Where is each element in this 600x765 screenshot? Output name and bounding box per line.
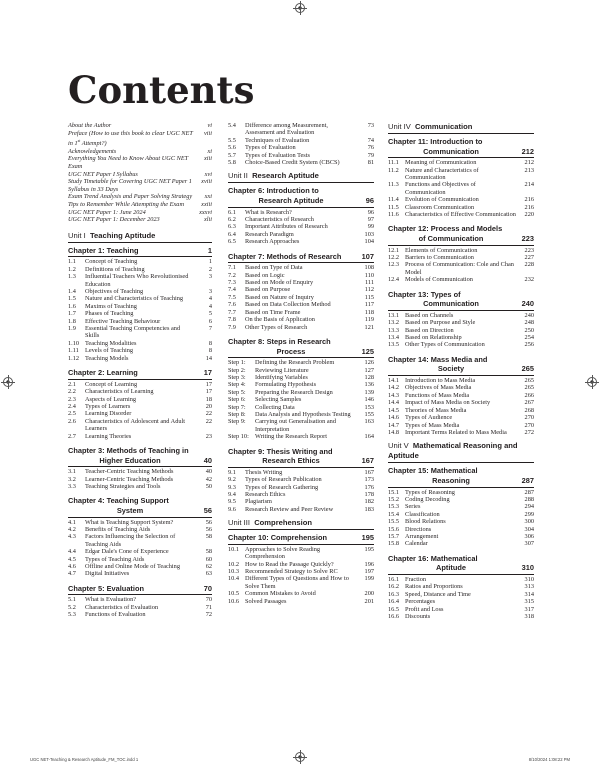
section-entry[interactable]: 1.12 Teaching Models 14 — [68, 354, 212, 362]
registration-mark-bottom — [295, 752, 305, 762]
unit-heading: Unit II Research Aptitude — [228, 171, 374, 183]
front-matter-list — [68, 122, 212, 224]
section-entry[interactable]: 15.7 Arrangement 306 — [388, 532, 534, 540]
front-matter-item[interactable]: Study Timetable for Covering UGC NET Paper 1 Syllabus in 33 Days xviii — [68, 178, 212, 193]
front-matter-item[interactable]: UGC NET Paper 1: June 2024 xxxvi — [68, 208, 212, 216]
section-entry[interactable]: 9.3 Types of Research Gathering 176 — [228, 483, 374, 491]
chapter-heading[interactable]: Chapter 8: Steps in Research Process 125 — [228, 337, 374, 358]
section-entry[interactable]: Step 5: Preparing the Research Design 139 — [228, 388, 374, 396]
section-entry[interactable]: 11.1 Meaning of Communication 212 — [388, 159, 534, 167]
section-entry[interactable]: 1.11 Levels of Teaching 8 — [68, 347, 212, 355]
section-entry[interactable]: 5.1 What is Evaluation? 70 — [68, 596, 212, 604]
section-entry[interactable]: Step 2: Reviewing Literature 127 — [228, 366, 374, 374]
section-entry[interactable]: 4.2 Benefits of Teaching Aids 56 — [68, 525, 212, 533]
registration-mark-right — [587, 377, 597, 387]
section-entry[interactable]: 16.2 Ratios and Proportions 313 — [388, 583, 534, 591]
section-entry[interactable]: 9.2 Types of Research Publication 173 — [228, 476, 374, 484]
section-entry[interactable]: 16.4 Percentages 315 — [388, 598, 534, 606]
chapter-heading[interactable]: Chapter 2: Learning 17 — [68, 368, 212, 380]
chapter-heading[interactable]: Chapter 12: Process and Models of Communication 223 — [388, 224, 534, 245]
registration-mark-left — [3, 377, 13, 387]
chapter-heading[interactable]: Chapter 16: Mathematical Aptitude 310 — [388, 554, 534, 575]
section-entry[interactable]: 4.5 Types of Teaching Aids 60 — [68, 555, 212, 563]
section-entry[interactable]: 4.1 What is Teaching Support System? 56 — [68, 518, 212, 526]
section-entry[interactable]: 5.8 Choice-Based Credit System (CBCS) 81 — [228, 159, 374, 167]
section-entry[interactable]: 6.3 Important Attributes of Research 99 — [228, 223, 374, 231]
section-entry[interactable]: 15.3 Series 294 — [388, 503, 534, 511]
section-entry[interactable]: 4.7 Digital Initiatives 63 — [68, 570, 212, 578]
section-entry[interactable]: 15.8 Calendar 307 — [388, 540, 534, 548]
section-entry[interactable]: 10.4 Different Types of Questions and How to Solve Them 199 — [228, 575, 374, 590]
section-entry[interactable]: 2.7 Learning Theories 23 — [68, 432, 212, 440]
section-entry[interactable]: 13.1 Based on Channels 240 — [388, 311, 534, 319]
section-entry[interactable]: 14.5 Theories of Mass Media 268 — [388, 406, 534, 414]
section-entry[interactable]: Step 6: Selecting Samples 146 — [228, 396, 374, 404]
section-entry[interactable]: 9.5 Plagiarism 182 — [228, 498, 374, 506]
section-entry[interactable]: 15.6 Directions 304 — [388, 525, 534, 533]
section-entry[interactable]: 15.2 Coding Decoding 288 — [388, 495, 534, 503]
chapter-heading[interactable]: Chapter 10: Comprehension 195 — [228, 533, 374, 545]
unit-heading: Unit I Teaching Aptitude — [68, 231, 212, 243]
section-entry[interactable]: 2.6 Characteristics of Adolescent and Adult Learners 22 — [68, 417, 212, 433]
footer-timestamp: 8/10/2024 1:08:22 PM — [528, 757, 570, 762]
toc-column-2 — [228, 122, 374, 605]
front-matter-item[interactable]: Preface (How to use this book to clear UGC NET in 1st Attempt?) viii — [68, 129, 212, 148]
section-entry[interactable]: 10.2 How to Read the Passage Quickly? 196 — [228, 560, 374, 568]
front-matter-item[interactable]: Acknowledgements xi — [68, 147, 212, 155]
toc-column-3 — [388, 122, 534, 620]
section-entry[interactable]: 10.1 Approaches to Solve Reading Comprehension 195 — [228, 545, 374, 561]
section-entry[interactable]: 7.3 Based on Mode of Enquiry 111 — [228, 279, 374, 287]
section-entry[interactable]: 6.2 Characteristics of Research 97 — [228, 216, 374, 224]
section-entry[interactable]: 1.6 Maxims of Teaching 4 — [68, 302, 212, 310]
chapter-heading[interactable]: Chapter 9: Thesis Writing and Research Ethics 167 — [228, 447, 374, 468]
section-entry[interactable]: 2.3 Aspects of Learning 18 — [68, 395, 212, 403]
section-entry[interactable]: 5.6 Types of Evaluation 76 — [228, 144, 374, 152]
section-entry[interactable]: 6.1 What is Research? 96 — [228, 208, 374, 216]
toc-column-1 — [68, 122, 212, 619]
chapter-heading[interactable]: Chapter 14: Mass Media and Society 265 — [388, 355, 534, 376]
chapter-heading[interactable]: Chapter 11: Introduction to Communication 212 — [388, 137, 534, 158]
section-entry[interactable]: 7.2 Based on Logic 110 — [228, 271, 374, 279]
section-entry[interactable]: 14.8 Important Terms Related to Mass Media 272 — [388, 428, 534, 436]
section-entry[interactable]: 5.2 Characteristics of Evaluation 71 — [68, 603, 212, 611]
section-entry[interactable]: 7.8 On the Basis of Application 119 — [228, 316, 374, 324]
section-entry[interactable]: Step 10: Writing the Research Report 164 — [228, 433, 374, 441]
section-entry[interactable]: 13.4 Based on Relationship 254 — [388, 334, 534, 342]
section-entry[interactable]: 16.1 Fraction 310 — [388, 575, 534, 583]
section-entry[interactable]: 7.4 Based on Purpose 112 — [228, 286, 374, 294]
section-entry[interactable]: 10.5 Common Mistakes to Avoid 200 — [228, 590, 374, 598]
section-entry[interactable]: 12.1 Elements of Communication 223 — [388, 246, 534, 254]
section-entry[interactable]: 2.2 Characteristics of Learning 17 — [68, 388, 212, 396]
section-entry[interactable]: 16.6 Discounts 318 — [388, 612, 534, 620]
section-entry[interactable]: 1.9 Essential Teaching Competencies and Skills 7 — [68, 325, 212, 340]
section-entry[interactable]: 14.2 Objectives of Mass Media 265 — [388, 384, 534, 392]
front-matter-item[interactable]: Tips to Remember While Attempting the Exam xxiii — [68, 201, 212, 209]
section-entry[interactable]: 3.3 Teaching Strategies and Tools 50 — [68, 482, 212, 490]
section-entry[interactable]: 7.5 Based on Nature of Inquiry 115 — [228, 293, 374, 301]
section-entry[interactable]: Step 3: Identifying Variables 128 — [228, 373, 374, 381]
section-entry[interactable]: 12.2 Barriers to Communication 227 — [388, 254, 534, 262]
section-entry[interactable]: 11.2 Nature and Characteristics of Communication 213 — [388, 166, 534, 181]
unit-heading: Unit V Mathematical Reasoning and Aptitude — [388, 441, 534, 463]
section-entry[interactable]: 1.4 Objectives of Teaching 3 — [68, 288, 212, 296]
section-entry[interactable]: 1.10 Teaching Modalities 8 — [68, 339, 212, 347]
section-entry[interactable]: Step 4: Formulating Hypothesis 136 — [228, 381, 374, 389]
section-entry[interactable]: 6.5 Research Approaches 104 — [228, 238, 374, 246]
front-matter-item[interactable]: About the Author vi — [68, 122, 212, 129]
section-entry[interactable]: Step 7: Collecting Data 153 — [228, 403, 374, 411]
section-entry[interactable]: 2.4 Types of Learners 20 — [68, 402, 212, 410]
section-entry[interactable]: 11.3 Functions and Objectives of Communication 214 — [388, 181, 534, 196]
section-entry[interactable]: 12.4 Models of Communication 232 — [388, 276, 534, 284]
section-entry[interactable]: Step 1: Defining the Research Problem 126 — [228, 359, 374, 367]
chapter-heading[interactable]: Chapter 7: Methods of Research 107 — [228, 252, 374, 264]
section-entry[interactable]: 16.5 Profit and Loss 317 — [388, 605, 534, 613]
front-matter-item[interactable]: UGC NET Paper 1: December 2023 xlii — [68, 216, 212, 224]
registration-mark-top — [295, 3, 305, 13]
front-matter-item[interactable]: Exam Trend Analysis and Paper Solving Strategy xxi — [68, 193, 212, 201]
footer-file-name: UGC NET-Teaching & Research Aptitude_FM_TOC.indd 1 — [30, 757, 139, 762]
section-entry[interactable]: 15.1 Types of Reasoning 287 — [388, 488, 534, 496]
section-entry[interactable]: 13.2 Based on Purpose and Style 248 — [388, 319, 534, 327]
chapter-heading[interactable]: Chapter 6: Introduction to Research Aptitude 96 — [228, 186, 374, 207]
section-entry[interactable]: 9.6 Research Review and Peer Review 183 — [228, 505, 374, 513]
section-entry[interactable]: 5.7 Types of Evaluation Tests 79 — [228, 151, 374, 159]
section-entry[interactable]: 10.3 Recommended Strategy to Solve RC 197 — [228, 568, 374, 575]
section-entry[interactable]: 1.1 Concept of Teaching 1 — [68, 258, 212, 266]
chapter-heading[interactable]: Chapter 15: Mathematical Reasoning 287 — [388, 466, 534, 487]
section-entry[interactable]: 12.3 Process of Communication: Cole and Chan Model 228 — [388, 261, 534, 276]
page-title: Contents — [68, 68, 255, 112]
section-entry[interactable]: 3.1 Teacher-Centric Teaching Methods 40 — [68, 468, 212, 476]
section-entry[interactable]: 2.5 Learning Disorder 22 — [68, 410, 212, 418]
section-entry[interactable]: 10.6 Solved Passages 201 — [228, 597, 374, 605]
unit-heading: Unit IV Communication — [388, 122, 534, 134]
unit-heading: Unit III Comprehension — [228, 518, 374, 530]
section-entry[interactable]: 1.2 Definitions of Teaching 2 — [68, 265, 212, 273]
section-entry[interactable]: 14.6 Types of Audience 270 — [388, 414, 534, 422]
section-entry[interactable]: 7.6 Based on Data Collection Method 117 — [228, 301, 374, 309]
section-entry[interactable]: 14.4 Impact of Mass Media on Society 267 — [388, 399, 534, 407]
section-entry[interactable]: 14.3 Functions of Mass Media 266 — [388, 391, 534, 399]
section-entry[interactable]: 1.3 Influential Teachers Who Revolutionised Education 3 — [68, 273, 212, 288]
section-entry[interactable]: 7.9 Other Types of Research 121 — [228, 323, 374, 331]
section-entry[interactable]: 5.4 Difference among Measurement, Assessment and Evaluation 73 — [228, 122, 374, 137]
section-entry[interactable]: 4.3 Factors Influencing the Selection of Teaching Aids 58 — [68, 533, 212, 548]
preface-title: Preface (How to use this book to clear UGC NET in 1st Attempt?) — [68, 129, 193, 148]
section-entry[interactable]: 7.7 Based on Time Frame 118 — [228, 308, 374, 316]
section-entry[interactable]: 14.7 Types of Mass Media 270 — [388, 421, 534, 429]
section-entry[interactable]: Step 8: Data Analysis and Hypothesis Testing 155 — [228, 410, 374, 418]
section-entry[interactable]: 6.4 Research Paradigm 103 — [228, 230, 374, 238]
front-matter-item[interactable]: UGC NET Paper I Syllabus xvi — [68, 170, 212, 178]
chapter-heading[interactable]: Chapter 13: Types of Communication 240 — [388, 290, 534, 311]
section-entry[interactable]: 1.8 Effective Teaching Behaviour 6 — [68, 317, 212, 325]
section-entry[interactable]: 5.5 Techniques of Evaluation 74 — [228, 136, 374, 144]
section-entry[interactable]: 16.3 Speed, Distance and Time 314 — [388, 590, 534, 598]
section-entry[interactable]: 11.5 Classroom Communication 216 — [388, 203, 534, 211]
section-entry[interactable]: 13.3 Based on Direction 250 — [388, 326, 534, 334]
section-entry[interactable]: 15.4 Classification 299 — [388, 510, 534, 518]
section-entry[interactable]: 9.1 Thesis Writing 167 — [228, 468, 374, 476]
chapter-heading[interactable]: Chapter 3: Methods of Teaching in Higher Education 40 — [68, 446, 212, 467]
front-matter-item[interactable]: Everything You Need to Know About UGC NET Exam xiii — [68, 155, 212, 171]
section-entry[interactable]: 1.7 Phases of Teaching 5 — [68, 310, 212, 318]
section-entry[interactable]: 14.1 Introduction to Mass Media 265 — [388, 377, 534, 385]
section-entry[interactable]: 4.4 Edgar Dale's Cone of Experience 58 — [68, 548, 212, 556]
chapter-heading[interactable]: Chapter 4: Teaching Support System 56 — [68, 496, 212, 517]
section-entry[interactable]: 4.6 Offline and Online Mode of Teaching 62 — [68, 562, 212, 570]
section-entry[interactable]: 13.5 Other Types of Communication 256 — [388, 341, 534, 349]
section-entry[interactable]: 11.6 Characteristics of Effective Communication 220 — [388, 211, 534, 219]
chapter-heading[interactable]: Chapter 5: Evaluation 70 — [68, 584, 212, 596]
section-entry[interactable]: 15.5 Blood Relations 300 — [388, 518, 534, 526]
section-entry[interactable]: 3.2 Learner-Centric Teaching Methods 42 — [68, 475, 212, 483]
section-entry[interactable]: 7.1 Based on Type of Data 108 — [228, 264, 374, 272]
section-entry[interactable]: 9.4 Research Ethics 178 — [228, 490, 374, 498]
section-entry[interactable]: 1.5 Nature and Characteristics of Teaching 4 — [68, 295, 212, 303]
chapter-heading[interactable]: Chapter 1: Teaching 1 — [68, 246, 212, 258]
section-entry[interactable]: 5.3 Functions of Evaluation 72 — [68, 611, 212, 619]
section-entry[interactable]: 2.1 Concept of Learning 17 — [68, 380, 212, 388]
section-entry[interactable]: 11.4 Evolution of Communication 216 — [388, 196, 534, 204]
section-entry[interactable]: Step 9: Carrying out Generalisation and Interpretation 163 — [228, 418, 374, 433]
